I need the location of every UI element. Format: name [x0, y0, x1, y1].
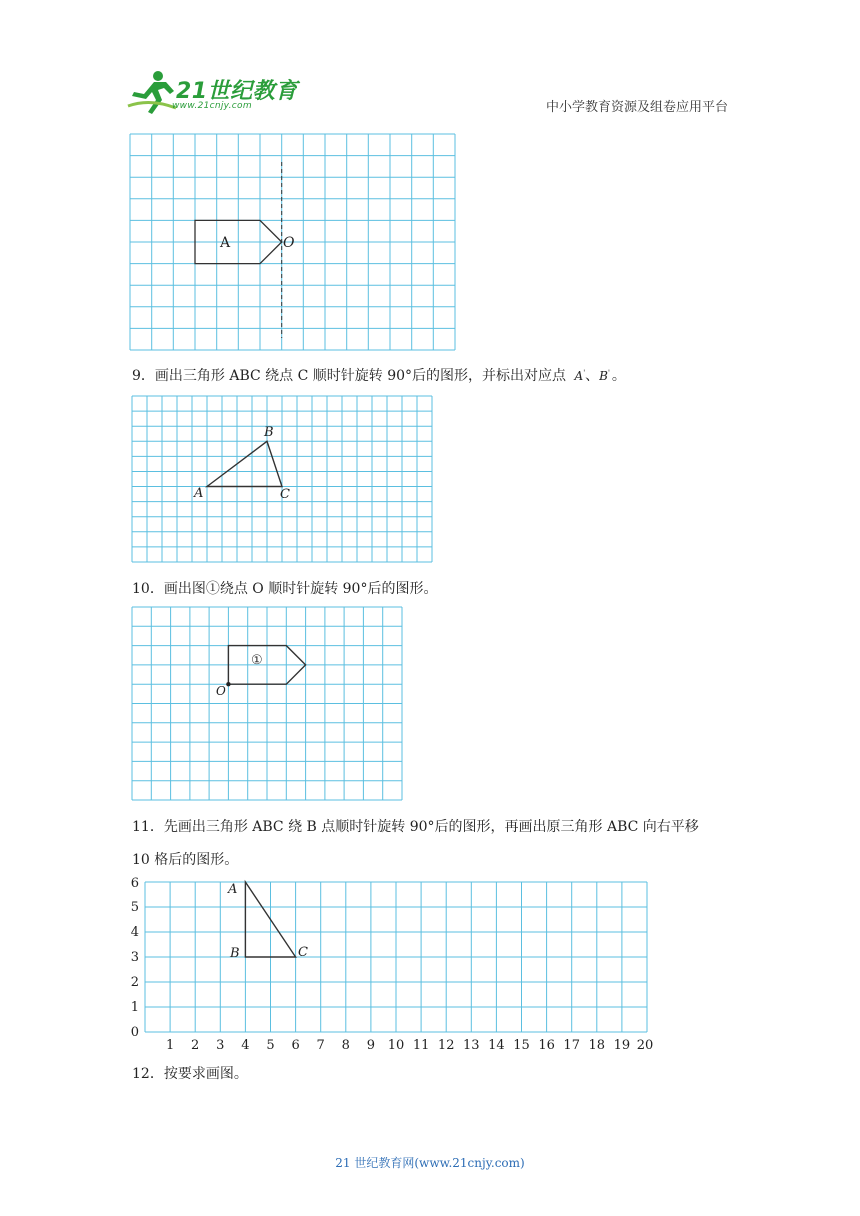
y-tick: 0 [130, 1025, 139, 1040]
y-tick: 2 [130, 975, 139, 990]
x-tick: 16 [538, 1038, 555, 1053]
label-c-q11: C [298, 945, 308, 960]
label-c-q9: C [280, 487, 290, 502]
y-tick: 6 [130, 876, 139, 891]
question-10: 10．画出图①绕点 O 顺时针旋转 90°后的图形。 [132, 581, 438, 597]
logo-text: 21世纪教育 [176, 79, 298, 104]
x-tick: 4 [241, 1038, 250, 1053]
shape-a-label: A [220, 235, 231, 251]
footer: 21 世纪教育网(www.21cnjy.com) [335, 1156, 525, 1170]
x-tick: 7 [316, 1038, 325, 1053]
question-12: 12．按要求画图。 [132, 1066, 248, 1082]
question-11-line1: 11．先画出三角形 ABC 绕 B 点顺时针旋转 90°后的图形，再画出原三角形 ABC 向右平移 [132, 819, 699, 835]
x-tick: 11 [412, 1038, 430, 1053]
x-tick: 5 [266, 1038, 275, 1053]
x-tick: 10 [387, 1038, 405, 1053]
logo-url: www.21cnjy.com [172, 101, 252, 111]
shape-1-label: ① [251, 653, 263, 668]
x-tick: 17 [563, 1038, 580, 1053]
x-tick: 18 [588, 1038, 606, 1053]
question-11-line2: 10 格后的图形。 [132, 852, 239, 868]
x-tick: 1 [165, 1038, 175, 1053]
x-tick: 12 [437, 1038, 455, 1053]
point-b-prime: B' [599, 369, 610, 383]
grid-q11 [145, 882, 647, 1032]
y-tick: 5 [130, 900, 139, 915]
header-title: 中小学教育资源及组卷应用平台 [545, 100, 728, 115]
y-tick: 4 [130, 925, 139, 940]
label-b-q9: B [264, 425, 274, 440]
question-9-end: 。 [611, 368, 626, 384]
separator: 、 [585, 368, 600, 384]
y-tick: 3 [130, 950, 139, 965]
x-tick: 9 [366, 1038, 376, 1053]
x-axis-ticks [166, 1038, 653, 1053]
point-o-label-q10: O [216, 684, 226, 698]
question-9-text: 9．画出三角形 ABC 绕点 C 顺时针旋转 90°后的图形，并标出对应点 [132, 368, 567, 384]
x-tick: 13 [463, 1038, 480, 1053]
label-a-q9: A [194, 486, 204, 501]
x-tick: 8 [341, 1038, 350, 1053]
point-o-label: O [283, 235, 295, 251]
x-tick: 19 [613, 1038, 631, 1053]
x-tick: 20 [636, 1038, 654, 1053]
y-axis-ticks [131, 876, 139, 1040]
x-tick: 15 [513, 1038, 530, 1053]
x-tick: 2 [191, 1038, 200, 1053]
y-tick: 1 [130, 1000, 139, 1015]
x-tick: 3 [216, 1038, 225, 1053]
label-a-q11: A [228, 882, 238, 897]
point-a-prime: A' [574, 369, 586, 383]
x-tick: 6 [291, 1038, 300, 1053]
x-tick: 14 [488, 1038, 505, 1053]
label-b-q11: B [230, 946, 240, 961]
